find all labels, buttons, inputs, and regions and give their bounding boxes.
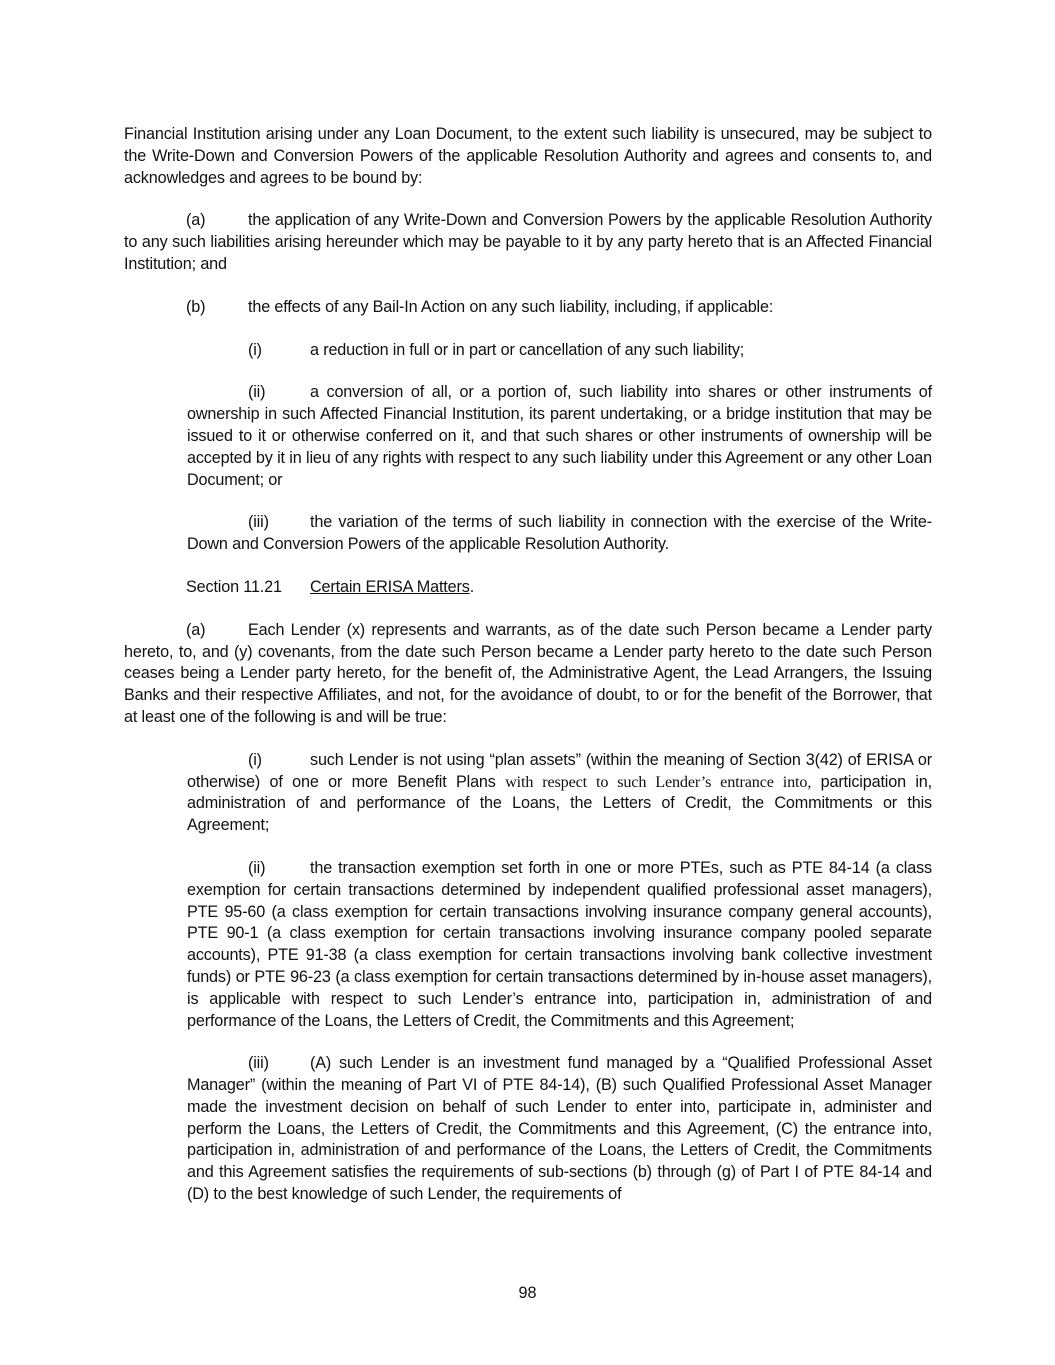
section-clause-a-ii-label: (ii) — [248, 858, 266, 877]
clause-b-ii — [187, 382, 932, 491]
clause-b-i — [187, 340, 932, 362]
clause-b-iii-text: the variation of the terms of such liability in connection with the exercise of the Write-Down and Conversion Powers of the applicable Resolution Authority. — [187, 513, 932, 554]
section-title-suffix: . — [469, 577, 475, 596]
section-heading — [124, 577, 932, 599]
section-clause-a-text: Each Lender (x) represents and warrants, as of the date such Person became a Lender party hereto, to, and (y) covenants, from the date such Person became a Lender party hereto to the date such Person ceases being a Lender party hereto, for the benefit of, the Administrative Agent, the Lead Arrangers, the Issuing Banks and their respective Affiliates, and not, for the avoidance of doubt, to or for the benefit of the Borrower, that at least one of the following is and will be true: — [124, 620, 932, 726]
clause-b-i-label: (i) — [248, 340, 262, 359]
section-title: Certain ERISA Matters — [310, 577, 470, 596]
page-number: 98 — [518, 1284, 537, 1302]
section-clause-a — [124, 620, 932, 729]
section-clause-a-ii — [187, 858, 932, 1032]
section-clause-a-ii-text: the transaction exemption set forth in one or more PTEs, such as PTE 84-14 (a class exemption for certain transactions determined by independent qualified professional asset managers), PTE 95-60 (a class exemption for certain transactions involving insurance company general accounts), PTE 90-1 (a class exemption for certain transactions involving insurance company pooled separate accounts), PTE 91-38 (a class exemption for certain transactions involving bank collective investment funds) or PTE 96-23 (a class exemption for certain transactions determined by in-house asset managers), is applicable with respect to such Lender’s entrance into, participation in, administration of and performance of the Loans, the Letters of Credit, the Commitments and this Agreement; — [187, 858, 932, 1030]
clause-a-text: the application of any Write-Down and Conversion Powers by the applicable Resolution Authority to any such liabilities arising hereunder which may be payable to it by any party hereto that is an Affected Financial Institution; and — [124, 211, 932, 273]
clause-a — [124, 210, 932, 275]
section-clause-a-iii-label: (iii) — [248, 1054, 269, 1073]
clause-b-i-text: a reduction in full or in part or cancellation of any such liability; — [310, 340, 745, 359]
intro-paragraph: Financial Institution arising under any Loan Document, to the extent such liability is unsecured, may be subject to the Write-Down and Conversion Powers of the applicable Resolution Authority and agrees and consents to, and acknowledges and agrees to be bound by: — [124, 125, 932, 187]
document-body — [124, 124, 932, 1227]
section-clause-a-i-text-3: participation in, administration of and performance of the Loans, the Letters of Credit, the Commitments or this Agreement; — [187, 772, 932, 835]
clause-b-iii-label: (iii) — [248, 513, 269, 532]
clause-a-label: (a) — [186, 211, 206, 230]
section-clause-a-i — [187, 750, 932, 837]
section-clause-a-i-text-2: with respect to such Lender’s entrance into, — [505, 772, 812, 791]
clause-b-ii-label: (ii) — [248, 383, 266, 402]
section-clause-a-iii — [187, 1053, 932, 1206]
section-clause-a-iii-text: (A) such Lender is an investment fund managed by a “Qualified Professional Asset Manager” (within the meaning of Part VI of PTE 84-14), (B) such Qualified Professional Asset Manager made the investment decision on behalf of such Lender to enter into, participate in, administer and perform the Loans, the Letters of Credit, the Commitments and this Agreement, (C) the entrance into, participation in, administration of and performance of the Loans, the Letters of Credit, the Commitments and this Agreement satisfies the requirements of sub-sections (b) through (g) of Part I of PTE 84-14 and (D) to the best knowledge of such Lender, the requirements of — [187, 1054, 932, 1204]
section-clause-a-i-label: (i) — [248, 750, 262, 769]
section-clause-a-i-text-1: such Lender is not using “plan assets” (within the meaning of Section 3(42) of ERISA or otherwise) of one or more Benefit Plans — [187, 750, 932, 791]
clause-b — [124, 297, 932, 319]
clause-b-label: (b) — [186, 297, 206, 316]
clause-b-iii — [187, 512, 932, 556]
section-clause-a-label: (a) — [186, 620, 206, 639]
clause-b-ii-text: a conversion of all, or a portion of, such liability into shares or other instruments of ownership in such Affected Financial Institution, its parent undertaking, or a bridge institution that may be issued to it or otherwise conferred on it, and that such shares or other instruments of ownership will be accepted by it in lieu of any rights with respect to any such liability under this Agreement or any other Loan Document; or — [187, 383, 932, 489]
clause-b-text: the effects of any Bail-In Action on any such liability, including, if applicable: — [248, 297, 774, 316]
section-number: Section 11.21 — [186, 577, 282, 596]
